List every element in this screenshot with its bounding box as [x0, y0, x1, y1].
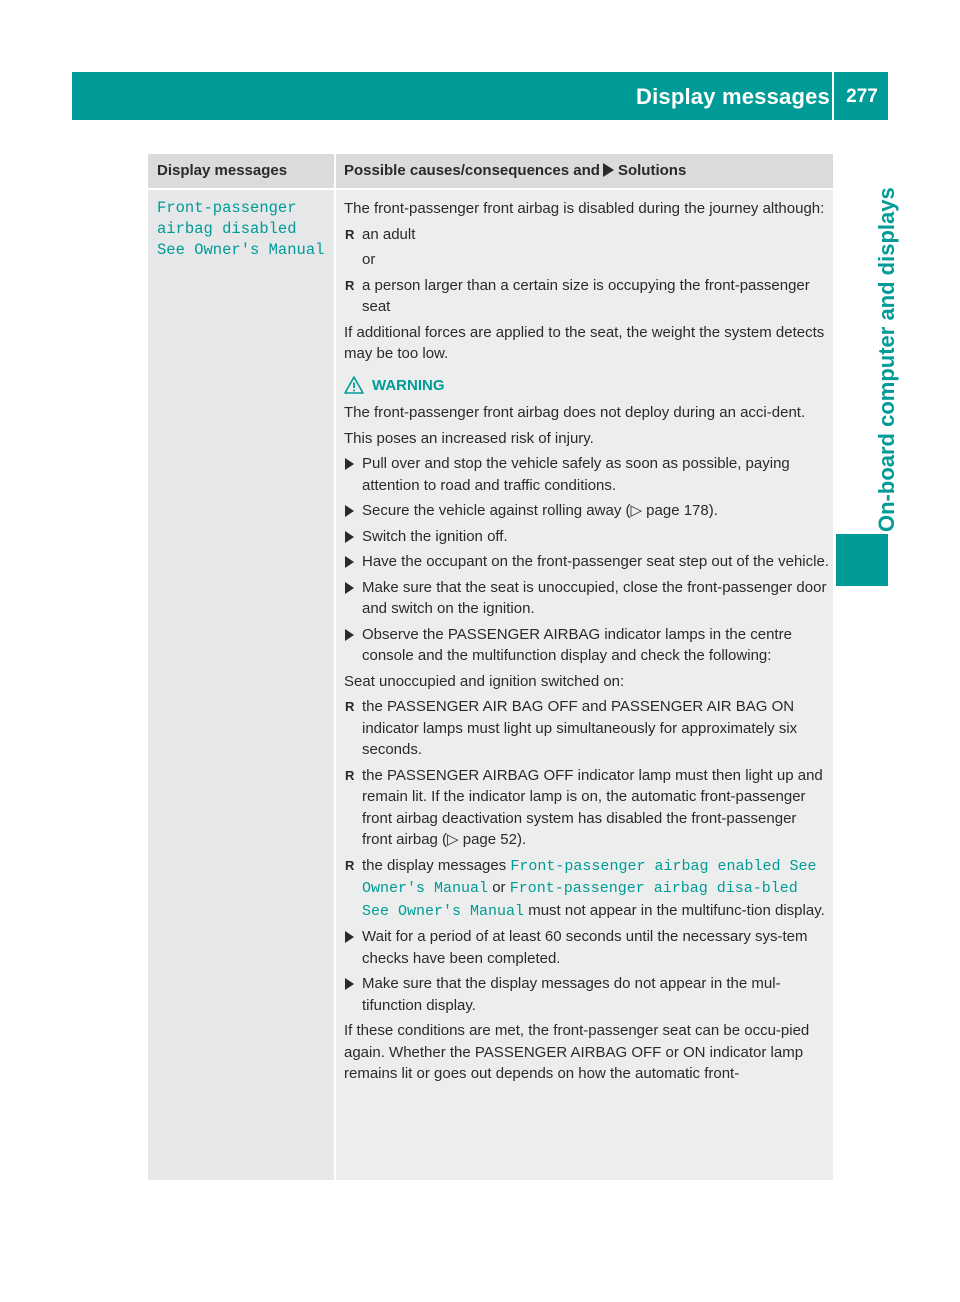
column-header-prefix: Possible causes/consequences and: [344, 162, 600, 179]
solutions-cell: [336, 190, 833, 1180]
column-header-display-messages: Display messages: [148, 154, 334, 188]
warning-heading: [344, 375, 830, 397]
page-title: Display messages: [636, 84, 830, 109]
step-arrow-icon: [345, 556, 354, 568]
step-arrow-icon: [345, 505, 354, 517]
warning-text: The front-passenger front airbag does not deploy during an acci-dent.: [344, 404, 806, 421]
bullet-r-icon: R: [345, 767, 355, 783]
bullet-r-icon: R: [345, 699, 355, 714]
list-item: R a person larger than a certain size is occupying the front-passenger seat: [345, 276, 810, 315]
step-arrow-icon: [345, 978, 354, 990]
paragraph: Seat unoccupied and ignition switched on:: [344, 672, 625, 690]
step-arrow-icon: [345, 582, 354, 594]
warning-triangle-icon: [344, 376, 364, 394]
chapter-marker-block: [836, 534, 888, 586]
paragraph: If these conditions are met, the front-passenger seat can be occu-pied again. Whether the PASSENGER AIRBAG OFF or ON indicator lamp remains lit or goes out depends on how the automatic front-: [344, 1022, 810, 1082]
display-message-text: [157, 198, 324, 261]
list-item: R the display messages Front-passenger airbag enabled See Owner's Manual or Front-passenger airbag disa-bled See Owner's Manual must not appear in the multifunc-tion display.: [345, 856, 825, 920]
play-arrow-icon: [603, 163, 614, 177]
list-item: R the PASSENGER AIR BAG OFF and PASSENGER AIR BAG ON indicator lamps must light up simultaneously for approximately six seconds.: [345, 698, 798, 758]
instruction-step: Secure the vehicle against rolling away (▷ page 178).: [344, 500, 830, 522]
instruction-step: Switch the ignition off.: [344, 526, 830, 548]
bullet-r-icon: R: [345, 277, 355, 293]
or-text: or: [362, 251, 376, 268]
step-arrow-icon: [345, 629, 354, 641]
instruction-step: Wait for a period of at least 60 seconds until the necessary sys-tem checks have been completed.: [344, 926, 830, 969]
bullet-r-icon: R: [345, 226, 355, 242]
solutions-content: [344, 198, 830, 1089]
warning-label: WARNING: [372, 376, 445, 394]
display-message-inline: Front-passenger airbag enabled See Owner's Manual: [362, 857, 817, 897]
message-line: airbag disabled: [157, 220, 297, 238]
instruction-step: Make sure that the seat is unoccupied, close the front-passenger door and switch on the ignition.: [344, 577, 830, 620]
column-header-suffix: Solutions: [617, 162, 687, 179]
list-item: R the PASSENGER AIRBAG OFF indicator lamp must then light up and remain lit. If the indicator lamp is on, the automatic front-passenger front airbag deactivation system has disabled the front-passenger front airbag (▷ page 52).: [345, 766, 823, 848]
instruction-step: Observe the PASSENGER AIRBAG indicator lamps in the centre console and the multifunction display and check the following:: [344, 624, 830, 667]
header-divider: [832, 72, 834, 120]
step-arrow-icon: [345, 458, 354, 470]
message-line: Front-passenger: [157, 199, 297, 217]
instruction-step: Pull over and stop the vehicle safely as soon as possible, paying attention to road and traffic conditions.: [344, 453, 830, 496]
paragraph: If additional forces are applied to the seat, the weight the system detects may be too low.: [344, 323, 825, 362]
warning-text: This poses an increased risk of injury.: [344, 429, 594, 447]
display-message-inline: Front-passenger airbag disa-bled See Owner's Manual: [362, 880, 798, 920]
column-header-causes-solutions: [336, 154, 833, 188]
instruction-step: Have the occupant on the front-passenger seat step out of the vehicle.: [344, 551, 830, 573]
message-line: See Owner's Manual: [157, 241, 325, 259]
list-item: R an adult: [344, 224, 830, 246]
page-number: 277: [846, 86, 878, 107]
step-arrow-icon: [345, 531, 354, 543]
chapter-side-label: On-board computer and displays: [874, 187, 899, 532]
step-arrow-icon: [345, 931, 354, 943]
instruction-step: Make sure that the display messages do not appear in the mul-tifunction display.: [344, 973, 830, 1016]
intro-text: The front-passenger front airbag is disabled during the journey although:: [344, 200, 825, 217]
display-messages-table: [148, 154, 833, 1180]
message-cell: [148, 190, 334, 1180]
bullet-r-icon: R: [345, 857, 355, 873]
